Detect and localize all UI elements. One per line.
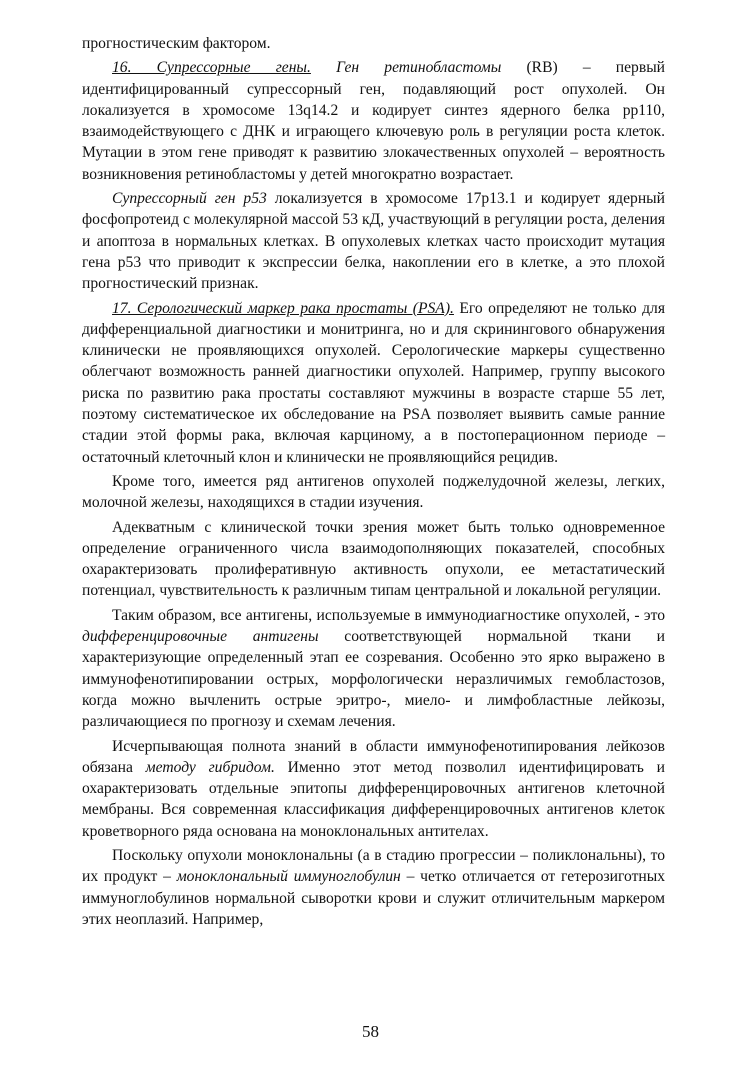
text-run: Поскольку опухоли моноклональны (а в стадию прогрессии – поликлональны), то их продукт –	[82, 846, 665, 886]
paragraph	[82, 517, 665, 602]
paragraph	[82, 471, 665, 514]
text-run: локализуется в хромосоме 17p13.1 и кодирует ядерный фосфопротеид с молекулярной массой 53 кД, участвующий в регуляции роста, деления и апоптоза в нормальных клетках. В опухолевых клетках часто происходит мутация гена р53 что приводит к экспрессии белка, накоплении его в клетке, а это плохой прогностический признак.	[82, 190, 666, 293]
text-run: Адекватным с клинической точки зрения может быть только одновременное определение ограниченного числа взаимодополняющих показателей, способных охарактеризовать пролиферативную активность опухоли, ее метастатический потенциал, чувствительность к различным типам центральной и локальной регуляции.	[82, 518, 665, 600]
text-run: (RB) – первый идентифицированный супрессорный ген, подавляющий рост опухолей. Он локализуется в хромосоме 13q14.2 и кодирует синтез ядерного белка pp110, взаимодействующего с ДНК и играющего ключевую роль в регуляции роста клеток. Мутации в этом гене приводят к развитию злокачественных опухолей – вероятность возникновения ретинобластомы у детей многократно возрастает.	[82, 59, 666, 183]
emphasized-text: методу гибридом.	[145, 758, 275, 776]
paragraph	[82, 605, 665, 733]
paragraph	[82, 298, 665, 468]
page-number: 58	[362, 1022, 379, 1041]
text-run: Таким образом, все антигены, используемые в иммунодиагностике опухолей, - это	[112, 606, 665, 624]
text-run: Кроме того, имеется ряд антигенов опухолей поджелудочной железы, легких, молочной железы, находящихся в стадии изучения.	[82, 472, 665, 512]
text-run: соответствующей нормальной ткани и характеризующие определенный этап ее созревания. Особенно это ярко выражено в иммунофенотипировании острых, морфологически неразличимых гемобластозов, когда можно вычленить острые эритро-, миело- и лимфобластные лейкозы, различающиеся по прогнозу и схемам лечения.	[82, 628, 665, 731]
page-text	[82, 33, 665, 930]
paragraph	[82, 33, 665, 54]
text-run	[311, 59, 336, 76]
emphasized-text: моноклональный иммуноглобулин	[176, 868, 401, 886]
paragraph	[82, 736, 665, 842]
emphasized-text: 17. Серологический маркер рака простаты (PSA).	[112, 299, 454, 317]
text-run: Именно этот метод позволил идентифицировать и охарактеризовать отдельные эпитопы дифференцировочных антигенов клеточной мембраны. Вся современная классификация дифференцировочных антигенов клеток кроветворного ряда основана на моноклональных антителах.	[82, 758, 666, 840]
emphasized-text: дифференцировочные антигены	[82, 628, 319, 646]
text-run: Исчерпывающая полнота знаний в области иммунофенотипирования лейкозов обязана	[82, 737, 665, 776]
emphasized-text: Супрессорный ген р53	[112, 190, 267, 208]
paragraph	[82, 188, 665, 294]
emphasized-text: Ген ретинобластомы	[336, 59, 502, 77]
paragraph	[82, 845, 665, 930]
text-run: прогностическим фактором.	[82, 35, 271, 52]
paragraph	[82, 57, 665, 185]
text-run: Его определяют не только для дифференциальной диагностики и монитринга, но и для скринингового обнаружения клинически не проявляющихся опухолей. Серологические маркеры существенно облегчают возможность ранней диагностики опухолей. Например, группу высокого риска по развитию рака простаты составляют мужчины в возрасте старше 55 лет, поэтому систематическое их обследование на PSA позволяет выявить самые ранние стадии этой формы рака, включая карциному, а в постоперационном периоде – остаточный клеточный клон и клинически не проявляющийся рецидив.	[82, 299, 666, 466]
text-run: – четко отличается от гетерозиготных иммуноглобулинов нормальной сыворотки крови и служит отличительным маркером этих неоплазий. Например,	[82, 868, 666, 928]
emphasized-text: 16. Супрессорные гены.	[112, 59, 311, 77]
